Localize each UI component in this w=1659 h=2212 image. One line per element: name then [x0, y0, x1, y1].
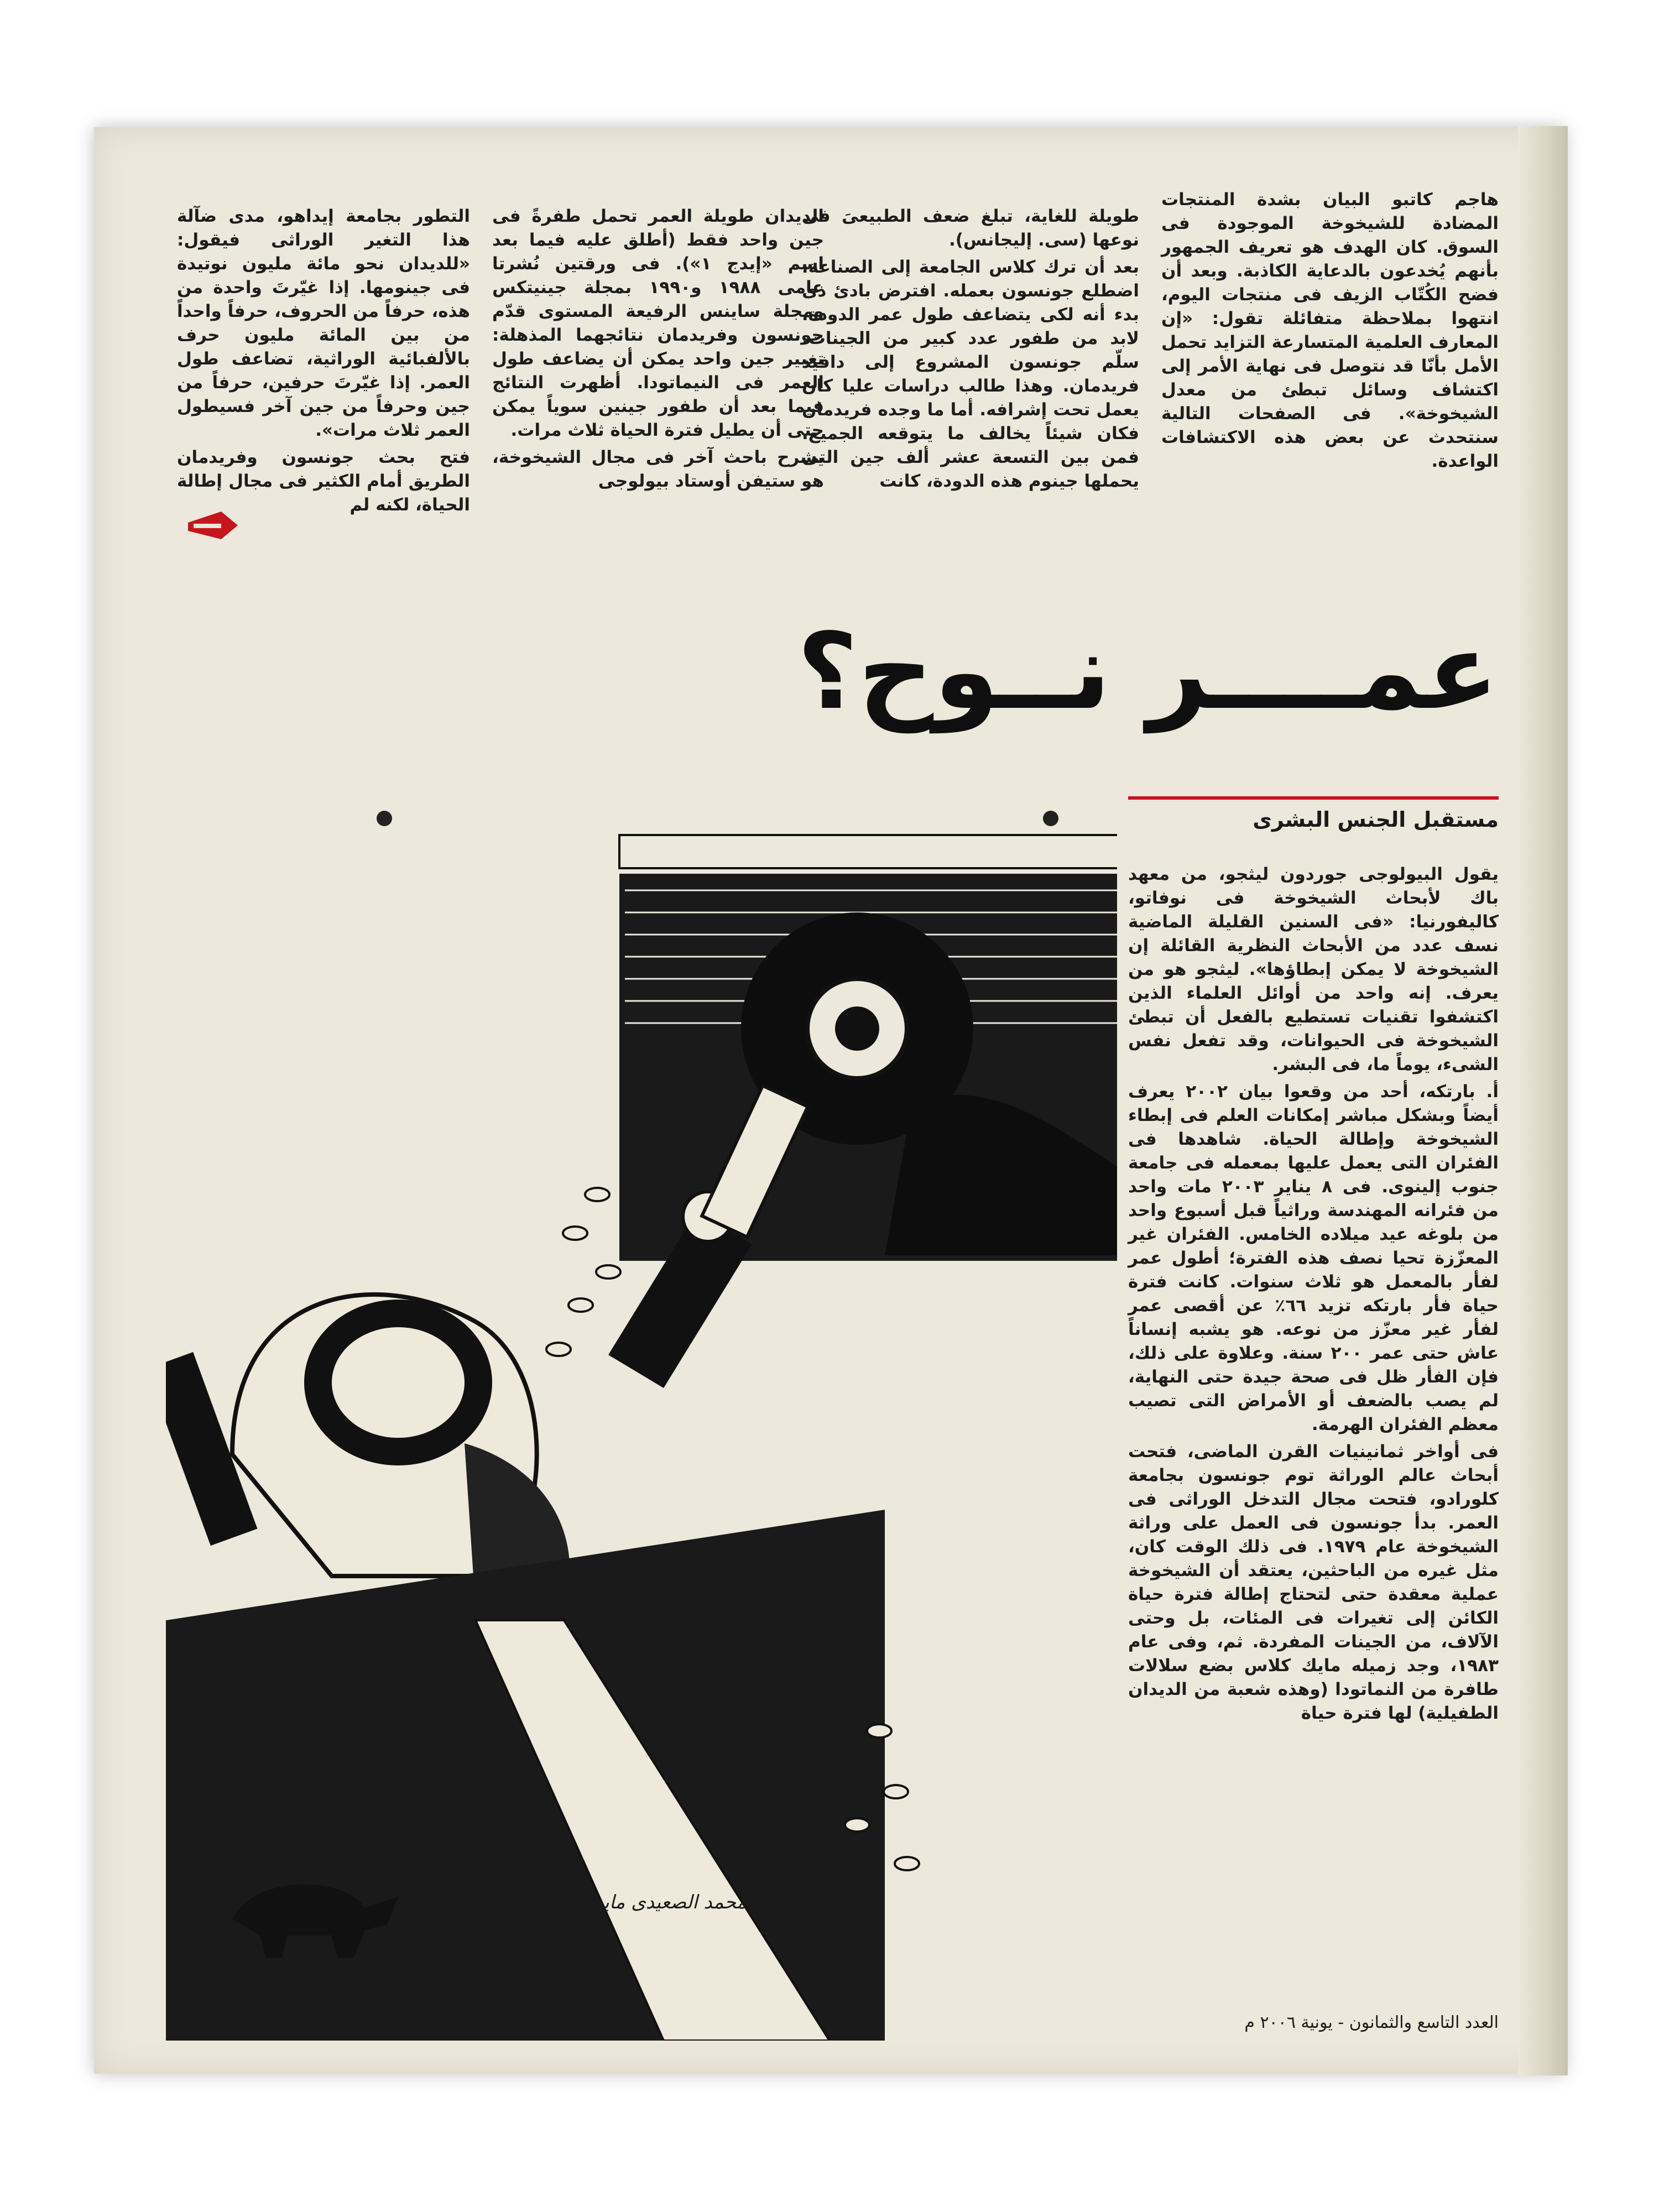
continue-arrow-icon — [182, 506, 243, 545]
paragraph: بعد أن ترك كلاس الجامعة إلى الصناعة، اضطلع جونسون بعمله. افترض بادئ ذى بدء أنه لكى يتضاعف طول عمر الدودة، لابد من طفور عدد كبير من الجينات. سلّم جونسون المشروع إلى دافيد فريدمان. وهذا طالب دراسات عليا كان يعمل تحت إشرافه. أما ما وجده فريدمان فكان شيئاً يخالف ما يتوقعه الجميع. فمن بين التسعة عشر ألف جين التى يحملها جينوم هذه الدودة، كانت — [802, 257, 1139, 491]
paragraph: التطور بجامعة إيداهو، مدى ضآلة هذا التغير الوراثى فيقول: «للديدان نحو مائة مليون نوتيدة فى جينومها. إذا غيّرتَ واحدة من هذه، حرفاً من الحروف، حرفاً واحداً من بين المائة مليون حرف بالألفبائية الوراثية، تضاعف طول العمر. إذا غيّرتَ حرفين، حرفاً من جين وحرفاً من جين آخر فسيطول العمر ثلاث مرات». — [177, 206, 470, 440]
section-rule — [1128, 796, 1499, 800]
paragraph: فتح بحث جونسون وفريدمان الطريق أمام الكثير فى مجال إطالة الحياة، لكنه لم — [177, 447, 470, 515]
article-column-1 — [1161, 188, 1499, 553]
section-heading: مستقبل الجنس البشرى — [1253, 807, 1499, 832]
paragraph: أ. بارتكه، أحد من وقعوا بيان ٢٠٠٢ يعرف أيضاً وبشكل مباشر إمكانات العلم فى إبطاء الشيخوخة وإطالة الحياة. شاهدها فى الفئران التى يعمل عليها بمعمله فى جامعة جنوب إلينوى. فى ٨ يناير ٢٠٠٣ مات واحد من فئرانه المهندسة وراثياً قبل أسبوع واحد من بلوغه عيد ميلاده الخامس. الفئران غير المعزّزة تحيا نصف هذه الفترة؛ أطول عمر لفأر بالمعمل هو ثلاث سنوات. كانت فترة حياة فأر بارتكه تزيد ٦٦٪ عن أقصى عمر لفأر غير معزّز من نوعه. هو يشبه إنساناً عاش حتى عمر ٢٠٠ سنة. وعلاوة على ذلك، فإن الفأر ظل فى صحة جيدة حتى النهاية، لم يصب بالضعف أو الأمراض التى تصيب معظم الفئران الهرمة. — [1128, 1082, 1499, 1434]
cartoon-signature: محمد الصعيدى مايو ٢٠٠٦ — [547, 1891, 747, 1913]
article-column-3 — [492, 205, 824, 553]
paragraph: فى أواخر ثمانينيات القرن الماضى، فتحت أبحاث عالم الوراثة توم جونسون بجامعة كلورادو، فتحت مجال التدخل الوراثى فى العمر. بدأ جونسون فى العمل على وراثة الشيخوخة عام ١٩٧٩. فى ذلك الوقت كان، مثل غيره من الباحثين، يعتقد أن الشيخوخة عملية معقدة حتى لتحتاج إطالة فترة حياة الكائن إلى تغيرات فى المئات، بل وحتى الآلاف، من الجينات المفردة. ثم، وفى عام ١٩٨٣، وجد زميله مايك كلاس بضع سلالات طافرة من النماتودا (وهذه شعبة من الديدان الطفيلية) لها فترة حياة — [1128, 1442, 1499, 1723]
page-edge — [1518, 126, 1568, 2075]
article-headline: عمــــر نــوح؟ — [797, 611, 1499, 733]
page-number: ١٥ — [182, 1994, 210, 2019]
article-column-5 — [1128, 863, 1499, 2007]
magazine-name: وجهات نظر — [288, 1985, 465, 2021]
article-column-2 — [802, 205, 1139, 553]
cartoon-illustration — [166, 791, 1117, 2041]
paragraph: يشرح باحث آخر فى مجال الشيخوخة، هو ستيفن أوستاد بيولوجى — [492, 447, 824, 491]
paragraph: طويلة للغاية، تبلغ ضعف الطبيعىَ فى نوعها (سى. إليجانس). — [802, 206, 1139, 250]
article-column-4 — [177, 205, 470, 553]
issue-info: العدد التاسع والثمانون - يونية ٢٠٠٦ م — [1244, 2013, 1499, 2032]
paragraph: يقول البيولوجى جوردون ليثجو، من معهد باك لأبحاث الشيخوخة فى نوفاتو، كاليفورنيا: «فى السنين القليلة الماضية نسف عدد من الأبحاث النظرية القائلة إن الشيخوخة لا يمكن إبطاؤها». ليثجو هو من يعرف. إنه واحد من أوائل العلماء الذين اكتشفوا تقنيات تستطيع بالفعل أن تبطئ الشيخوخة فى الحيوانات، وقد تفعل نفس الشىء، يوماً ما، فى البشر. — [1128, 864, 1499, 1074]
paragraph: هاجم كاتبو البيان بشدة المنتجات المضادة للشيخوخة الموجودة فى السوق. كان الهدف هو تعريف الجمهور بأنهم يُخدعون بالدعاية الكاذبة. وبعد أن فضح الكُتّاب الزيف فى منتجات اليوم، انتهوا بملاحظة متفائلة تقول: «إن المعارف العلمية المتسارعة التزايد تحمل الأمل بأنّا قد نتوصل فى نهاية الأمر إلى اكتشاف وسائل تبطئ من معدل الشيخوخة». فى الصفحات التالية سنتحدث عن بعض هذه الاكتشافات الواعدة. — [1161, 190, 1499, 471]
paragraph: الديدان طويلة العمر تحمل طفرةً فى جين واحد فقط (أطلق عليه فيما بعد اسم «إيدج ١»). فى ورقتين نُشرتا عامى ١٩٨٨ و١٩٩٠ بمجلة جينيتكس ومجلة ساينس الرفيعة المستوى قدّم جونسون وفريدمان نتائجهما المذهلة: تغيير جين واحد يمكن أن يضاعف طول العمر فى النيماتودا. أظهرت النتائج فيما بعد أن طفور جينين سوياً يمكن حتى أن يطيل فترة الحياة ثلاث مرات. — [492, 206, 824, 440]
